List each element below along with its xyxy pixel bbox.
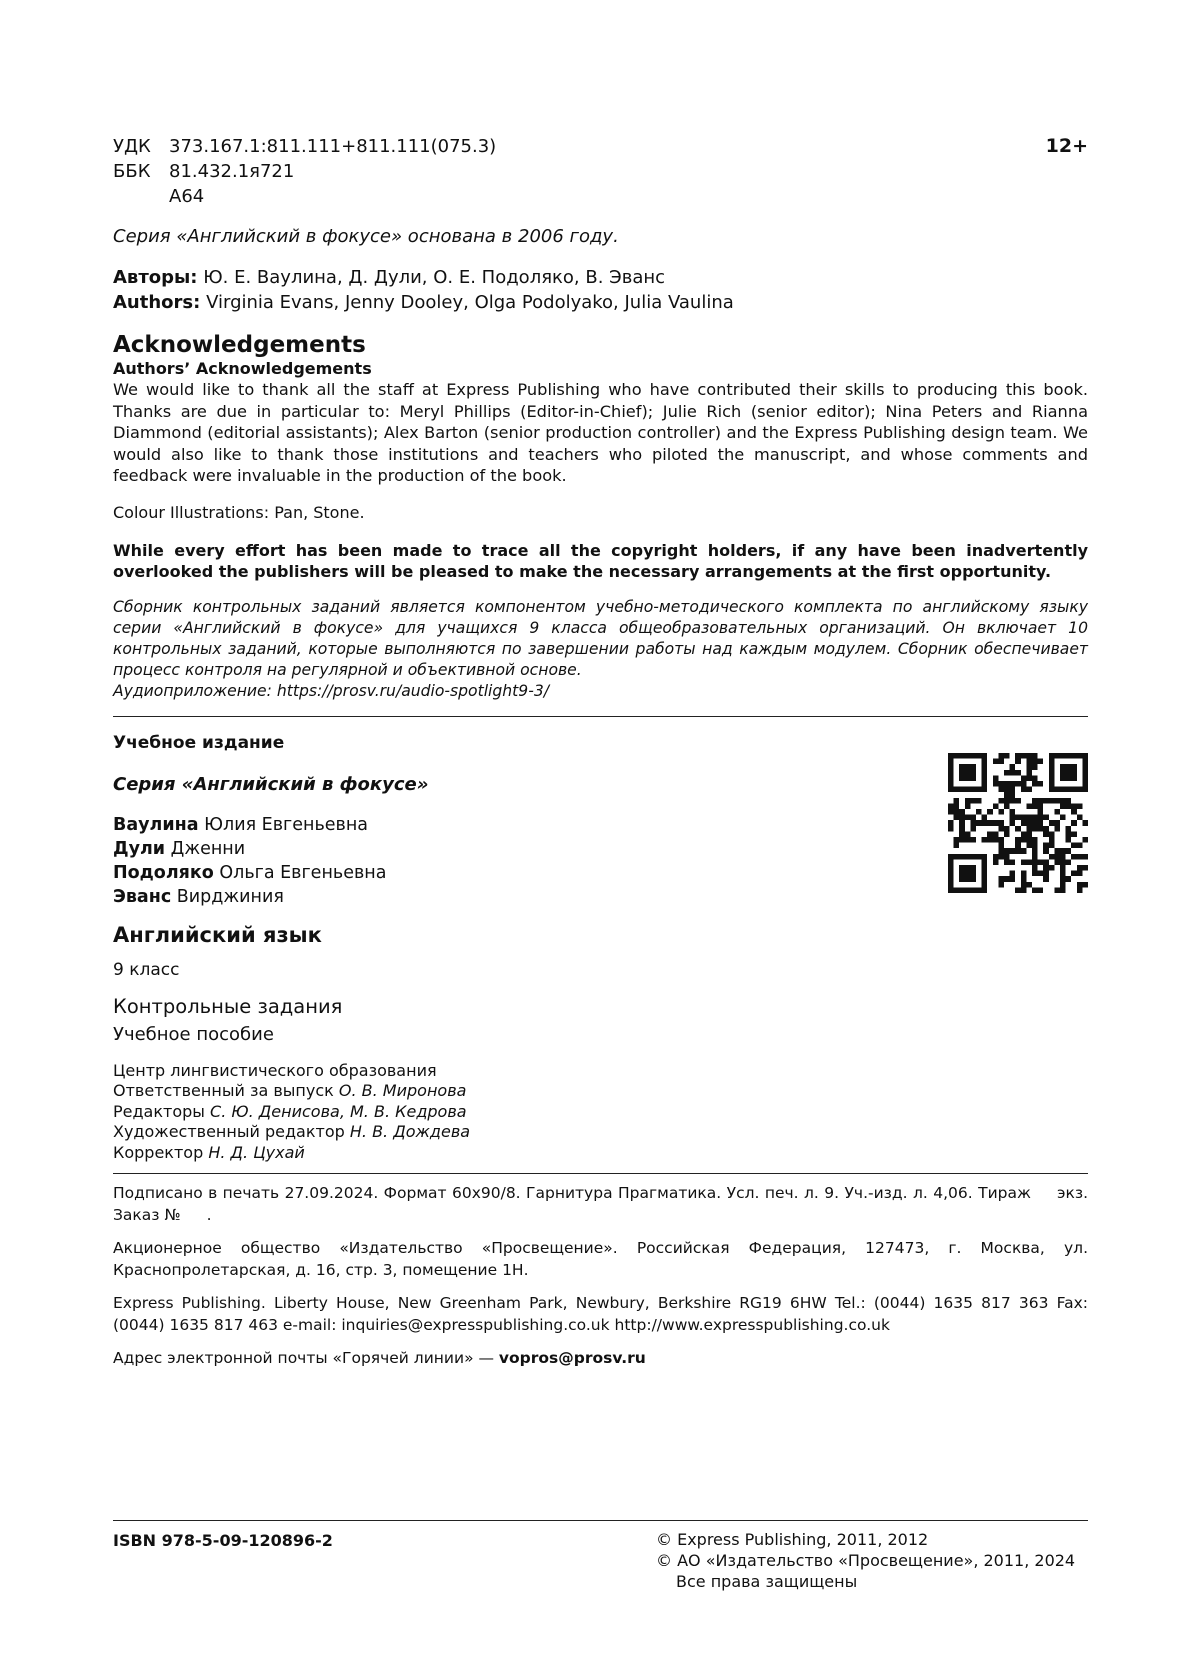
staff-entry [113,1143,1088,1164]
author-name: Юлия Евгеньевна [204,814,368,835]
staff-list [113,1061,1088,1164]
rights-reserved: Все права защищены [676,1572,858,1591]
author-entry [113,837,1088,861]
staff-names: Н. Д. Цухай [208,1142,305,1162]
staff-role: Ответственный за выпуск [113,1081,334,1100]
author-name: Дженни [170,838,246,859]
authors-en-names: Virginia Evans, Jenny Dooley, Olga Podolyako, Julia Vaulina [206,292,734,313]
authors-ru-names: Ю. Е. Ваулина, Д. Дули, О. Е. Подоляко, В. Эванс [203,267,666,288]
hotline [113,1348,1088,1370]
udk-label: УДК [113,136,151,157]
hotline-label: Адрес электронной почты «Горячей линии» — [113,1349,494,1367]
staff-entry [113,1061,1088,1082]
grade: 9 класс [113,959,180,980]
bbk-label: ББК [113,161,151,182]
bbk-value: 81.432.1я721 [169,161,295,182]
description-text: Сборник контрольных заданий является компонентом учебно-методического комплекта по английскому языку серии «Английский в фокусе» для учащихся 9 класса общеобразовательных организаций. Он включает 10 контрольных заданий, которые выполняются по завершении работы над каждым модулем. Сборник обеспечивает процесс контроля на регулярной и объективной основе. [113,597,1088,679]
publisher-ru: Акционерное общество «Издательство «Просвещение». Российская Федерация, 127473, г. Москва, ул. Краснопролетарская, д. 16, стр. 3, помещение 1Н. [113,1239,1088,1279]
author-entry [113,813,1088,837]
imprint [113,733,1088,1164]
series-note: Серия «Английский в фокусе» основана в 2006 году. [113,226,619,247]
author-name: Вирджиния [176,886,284,907]
staff-entry [113,1102,1088,1123]
staff-names: С. Ю. Денисова, М. В. Кедрова [210,1101,467,1121]
staff-role: Художественный редактор [113,1122,345,1141]
udk-value: 373.167.1:811.111+811.111(075.3) [169,136,497,157]
authors-ru-label: Авторы: [113,267,198,288]
subject-title: Английский язык [113,922,322,947]
staff-entry [113,1122,1088,1143]
staff-entry [113,1081,1088,1102]
edition-type: Учебное издание [113,732,285,753]
author-surname: Дули [113,838,166,859]
page-content [113,134,1088,1370]
authors [113,265,1088,315]
copyright-block [656,1529,1075,1592]
printing-line: Подписано в печать 27.09.2024. Формат 60x90/8. Гарнитура Прагматика. Усл. печ. л. 9. Уч.-изд. л. 4,06. [113,1184,973,1202]
content-title: Контрольные задания [113,994,343,1018]
library-codes [113,134,1088,209]
isbn: ISBN 978-5-09-120896-2 [113,1531,333,1550]
author-entry [113,861,1088,885]
publisher-en: Express Publishing. Liberty House, New Greenham Park, Newbury, Berkshire RG19 6HW Tel.: (0044) 1635 817 363 Fax: (0044) 1635 817 463 e-mail: inquiries@expresspublishing.co.uk http://www.expresspublishing.co.uk [113,1294,1088,1334]
footer [113,1520,1088,1591]
author-list [113,813,1088,909]
copyright-line: © Express Publishing, 2011, 2012 [656,1530,929,1549]
author-name: Ольга Евгеньевна [219,862,387,883]
acknowledgements-subheading: Authors’ Acknowledgements [113,359,372,378]
audio-link: Аудиоприложение: https://prosv.ru/audio-spotlight9-3/ [113,681,549,700]
book-type: Учебное пособие [113,1023,274,1045]
copyright-line: © АО «Издательство «Просвещение», 2011, 2024 [656,1551,1076,1570]
order-label: экз. Заказ № [113,1184,1088,1224]
author-surname: Ваулина [113,814,199,835]
copyright-notice: While every effort has been made to trace all the copyright holders, if any have been inadvertently overlooked the publishers will be pleased to make the necessary arrangements at the first opportunity. [113,540,1088,581]
qr-code-icon [948,753,1088,893]
age-rating: 12+ [1045,135,1088,157]
authors-en-label: Authors: [113,292,201,313]
printing-end: . [206,1205,212,1224]
author-entry [113,885,1088,909]
staff-role: Корректор [113,1142,204,1162]
staff-role: Редакторы [113,1101,205,1121]
author-surname: Эванс [113,886,172,907]
staff-role: Центр лингвистического образования [113,1060,437,1080]
hotline-email: vopros@prosv.ru [498,1349,646,1367]
acknowledgements-text: We would like to thank all the staff at Express Publishing who have contributed their skills to producing this book. Thanks are due in particular to: Meryl Phillips (Editor-in-Chief); Julie Rich (senior editor); Nina Peters and Rianna Diammond (editorial assistants); Alex Barton (senior production controller) and the Express Publishing design team. We would also like to thank those institutions and teachers who piloted the manuscript, and whose comments and feedback were invaluable in the production of the book. [113,380,1088,485]
acknowledgements-heading: Acknowledgements [113,332,366,358]
author-surname: Подоляко [113,862,214,883]
printing-details [113,1183,1088,1226]
staff-names: О. В. Миронова [338,1081,467,1100]
divider [113,716,1088,717]
divider [113,1173,1088,1174]
tirage-label: Тираж [978,1184,1031,1202]
book-description [113,597,1088,702]
illustrations-credit: Colour Illustrations: Pan, Stone. [113,502,365,522]
imprint-series: Серия «Английский в фокусе» [113,773,429,795]
staff-names: Н. В. Дождева [349,1122,471,1141]
author-mark: А64 [169,186,205,207]
